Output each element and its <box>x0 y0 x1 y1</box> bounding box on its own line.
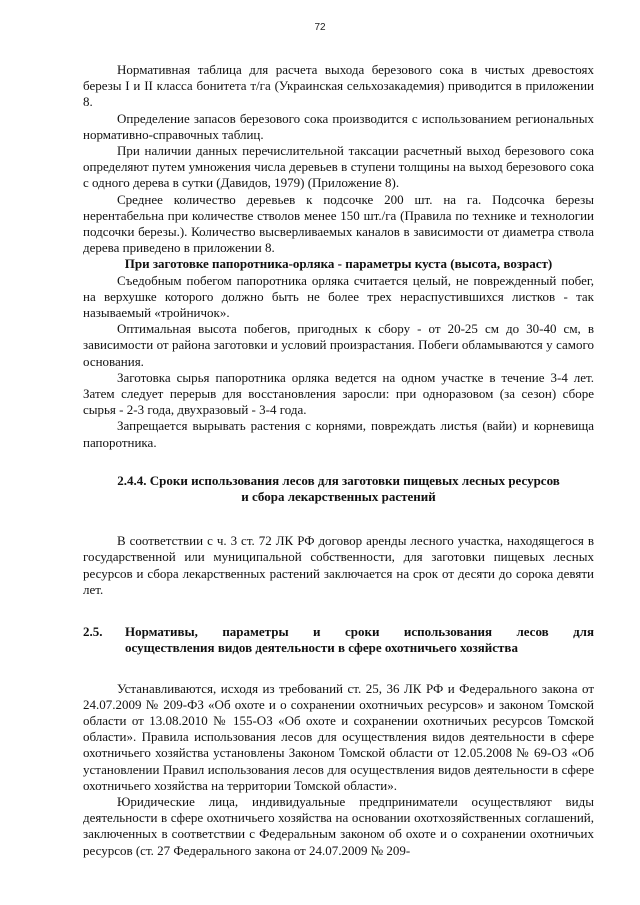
paragraph: Оптимальная высота побегов, пригодных к сбору - от 20-25 см до 30-40 см, в зависимости от района заготовки и условий произрастания. Побеги обламываются у самого основания. <box>83 321 594 369</box>
section-heading-line: 2.4.4. Сроки использования лесов для заготовки пищевых лесных ресурсов <box>117 472 560 488</box>
document-body <box>83 62 594 859</box>
section-number: 2.5. <box>83 624 103 640</box>
paragraph: Юридические лица, индивидуальные предприниматели осуществляют виды деятельности в сфере охотничьего хозяйства на основании охотхозяйственных соглашений, заключенных в соответствии с Федеральным законом об охоте и о сохранении охотничьих ресурсов (ст. 27 Федерального закона от 24.07.2009 № 209- <box>83 793 594 858</box>
paragraph: В соответствии с ч. 3 ст. 72 ЛК РФ договор аренды лесного участка, находящегося в государственной или муниципальной собственности, для заготовки пищевых лесных ресурсов и сбора лекарственных растений заключается на срок от десяти до сорока девяти лет. <box>83 533 594 597</box>
fern-subheading: При заготовке папоротника-орляка - параметры куста (высота, возраст) <box>124 256 553 272</box>
section-heading-line: Нормативы, параметры и сроки использования лесов для <box>125 624 594 640</box>
paragraph: Среднее количество деревьев к подсочке 200 шт. на га. Подсочка березы нерентабельна при количестве стволов менее 150 шт./га (Правила по технике и технологии подсочки березы.). Количество высверливаемых каналов в зависимости от диаметра ствола дерева приведено в приложении 8. <box>83 191 594 256</box>
paragraph: Съедобным побегом папоротника орляка считается целый, не поврежденный побег, на верхушке которого должно быть не более трех нераспустившихся листков - так называемый «тройничок». <box>83 272 594 321</box>
section-heading-text <box>125 624 594 656</box>
paragraph: При наличии данных перечислительной таксации расчетный выход березового сока определяют путем умножения числа деревьев в ступени толщины на выход березового сока с одного дерева в сутки (Давидов, 1979) (Приложение 8). <box>83 143 594 191</box>
section-heading-2-4-4 <box>83 473 594 505</box>
section-heading-line: и сбора лекарственных растений <box>241 489 436 505</box>
paragraph: Определение запасов березового сока производится с использованием региональных нормативно-справочных таблиц. <box>83 110 594 142</box>
paragraph: Устанавливаются, исходя из требований ст. 25, 36 ЛК РФ и Федерального закона от 24.07.2009 № 209-ФЗ «Об охоте и о сохранении охотничьих ресурсов» и законом Томской области от 13.08.2010 № 155-ОЗ «Об охоте и сохранении охотничьих ресурсов Томской области». Правила использования лесов для осуществления видов деятельности в сфере охотничьего хозяйства установлены Законом Томской области от 12.05.2008 № 69-ОЗ «Об установлении Правил использования лесов для осуществления видов деятельности в сфере охотничьего хозяйства на территории Томской области». <box>83 680 594 793</box>
section-heading-line: осуществления видов деятельности в сфере охотничьего хозяйства <box>125 640 518 656</box>
paragraph: Заготовка сырья папоротника орляка ведется на одном участке в течение 3-4 лет. Затем следует перерыв для восстановления заросли: при одноразовом (за сезон) сборе сырья - 2-3 года, двухразовый - 3-4 года. <box>83 369 594 418</box>
paragraph: Запрещается вырывать растения с корнями, повреждать листья (вайи) и корневища папоротника. <box>83 418 594 450</box>
paragraph: Нормативная таблица для расчета выхода березового сока в чистых древостоях березы I и II класса бонитета т/га (Украинская сельхозакадемия) приводится в приложении 8. <box>83 62 594 110</box>
section-heading-2-5 <box>83 624 594 656</box>
page-number: 72 <box>314 22 326 33</box>
